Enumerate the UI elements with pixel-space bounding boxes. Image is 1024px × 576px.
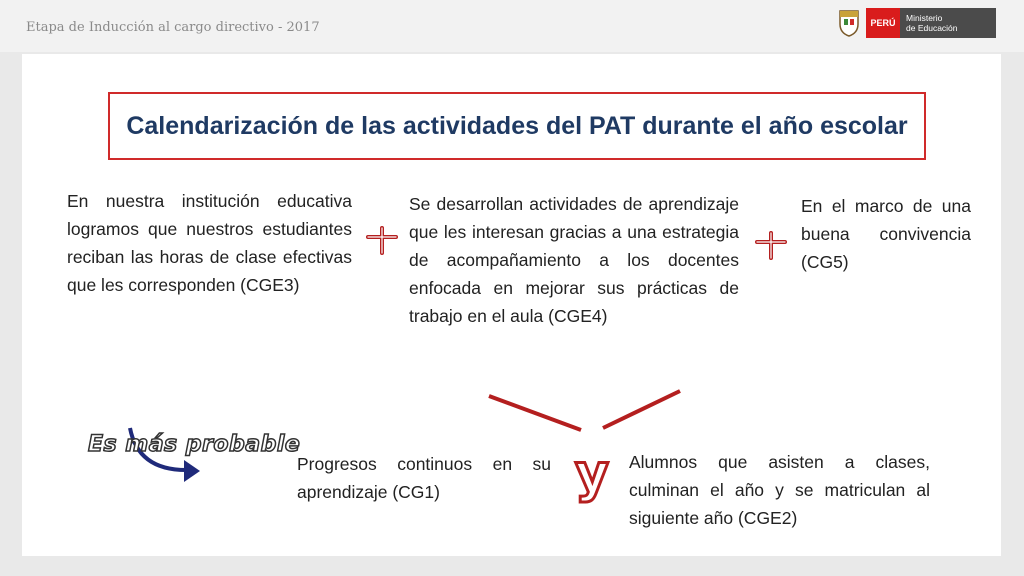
logo-peru-label: PERÚ	[866, 8, 900, 38]
paragraph-cg5: En el marco de una buena convivencia (CG5)	[801, 196, 971, 272]
es-mas-probable-label: Es más probable	[88, 432, 301, 457]
logo-ministry-line2: de Educación	[906, 23, 958, 33]
result-cge2: Alumnos que asisten a clases, culminan el año y se matriculan al siguiente año (CGE2)	[629, 452, 930, 528]
paragraph-cge4: Se desarrollan actividades de aprendizaje que les interesan gracias a una estrategia de acompañamiento a los docentes enfocada en mejorar sus prácticas de trabajo en el aula (CGE4)	[409, 194, 739, 326]
left-connector-line	[489, 396, 581, 430]
right-connector-line	[603, 391, 680, 428]
paragraph-cge3: En nuestra institución educativa logramos que nuestros estudiantes reciban las horas de clase efectivas que les corresponden (CGE3)	[67, 191, 352, 295]
logo-ministry-line1: Ministerio	[906, 13, 943, 23]
conjunction-y: y	[575, 444, 609, 504]
arrow-head-icon	[184, 460, 200, 482]
slide-title: Calendarización de las actividades del PAT durante el año escolar	[126, 112, 908, 140]
header-title: Etapa de Inducción al cargo directivo - 2017	[26, 20, 320, 35]
result-cg1: Progresos continuos en su aprendizaje (CG1)	[297, 454, 551, 502]
